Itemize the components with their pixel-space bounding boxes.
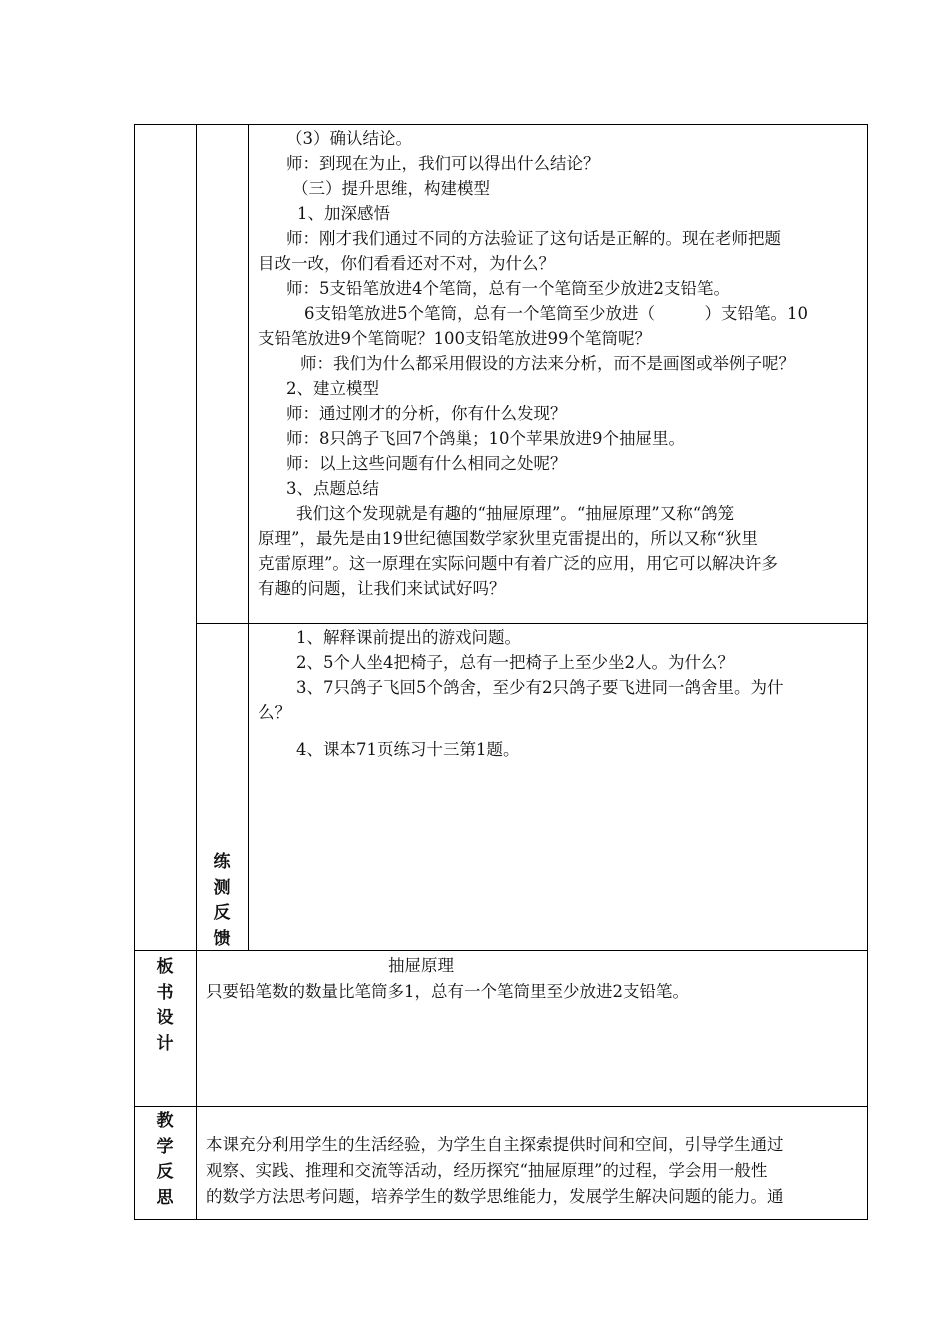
process-line: 师：刚才我们通过不同的方法验证了这句话是正解的。现在老师把题 — [286, 229, 781, 248]
reflection-line: 观察、实践、推理和交流等活动，经历探究“抽屉原理”的过程，学会用一般性 — [206, 1161, 768, 1180]
row-divider-reflection — [134, 1106, 868, 1107]
process-line: 2、建立模型 — [286, 379, 379, 398]
process-line: 师：8只鸽子飞回7个鸽巢；10个苹果放进9个抽屉里。 — [286, 429, 685, 448]
process-line: 支铅笔放进9个笔筒呢？100支铅笔放进99个笔筒呢？ — [258, 329, 651, 348]
row-divider-practice — [196, 623, 868, 624]
board-label: 板 书 设 计 — [156, 957, 174, 1054]
process-line: 1、加深感悟 — [297, 204, 390, 223]
process-line: 师：我们为什么都采用假设的方法来分析，而不是画图或举例子呢？ — [300, 354, 795, 373]
practice-line: 2、5个人坐4把椅子，总有一把椅子上至少坐2人。为什么？ — [296, 653, 734, 672]
process-line: 3、点题总结 — [286, 479, 379, 498]
process-line: 师：5支铅笔放进4个笔筒，总有一个笔筒至少放进2支铅笔。 — [286, 279, 730, 298]
process-line: 我们这个发现就是有趣的“抽屉原理”。“抽屉原理”又称“鸽笼 — [296, 504, 735, 523]
column-divider-1 — [196, 124, 197, 1220]
table-top-border — [134, 124, 868, 125]
process-line: 原理”，最先是由19世纪德国数学家狄里克雷提出的，所以又称“狄里 — [258, 529, 758, 548]
table-bottom-border — [134, 1219, 868, 1220]
table-left-border — [134, 124, 135, 1220]
reflection-line: 的数学方法思考问题，培养学生的数学思维能力，发展学生解决问题的能力。通 — [206, 1187, 784, 1206]
process-line: 目改一改，你们看看还对不对，为什么？ — [258, 254, 555, 273]
table-right-border — [867, 124, 868, 1220]
column-divider-2 — [248, 124, 249, 951]
board-title: 抽屉原理 — [388, 956, 454, 975]
practice-label: 练 测 反 馈 — [213, 852, 231, 949]
process-line: 克雷原理”。这一原理在实际问题中有着广泛的应用，用它可以解决许多 — [258, 554, 778, 573]
process-line: （三）提升思维，构建模型 — [292, 179, 490, 198]
process-line: 6支铅笔放进5个笔筒，总有一个笔筒至少放进（ ）支铅笔。10 — [304, 304, 808, 323]
process-line: （3）确认结论。 — [286, 129, 412, 148]
process-line: 有趣的问题，让我们来试试好吗？ — [258, 579, 506, 598]
row-divider-board — [134, 950, 868, 951]
process-line: 师：以上这些问题有什么相同之处呢？ — [286, 454, 567, 473]
reflection-line: 本课充分利用学生的生活经验，为学生自主探索提供时间和空间，引导学生通过 — [206, 1135, 784, 1154]
practice-line: 么？ — [258, 703, 291, 722]
board-content: 只要铅笔数的数量比笔筒多1，总有一个笔筒里至少放进2支铅笔。 — [206, 982, 689, 1001]
practice-line: 1、解释课前提出的游戏问题。 — [296, 628, 521, 647]
practice-line: 4、课本71页练习十三第1题。 — [296, 740, 520, 759]
reflection-label: 教 学 反 思 — [156, 1111, 174, 1208]
process-line: 师：到现在为止，我们可以得出什么结论？ — [286, 154, 600, 173]
practice-line: 3、7只鸽子飞回5个鸽舍，至少有2只鸽子要飞进同一鸽舍里。为什 — [296, 678, 784, 697]
process-line: 师：通过刚才的分析，你有什么发现？ — [286, 404, 567, 423]
